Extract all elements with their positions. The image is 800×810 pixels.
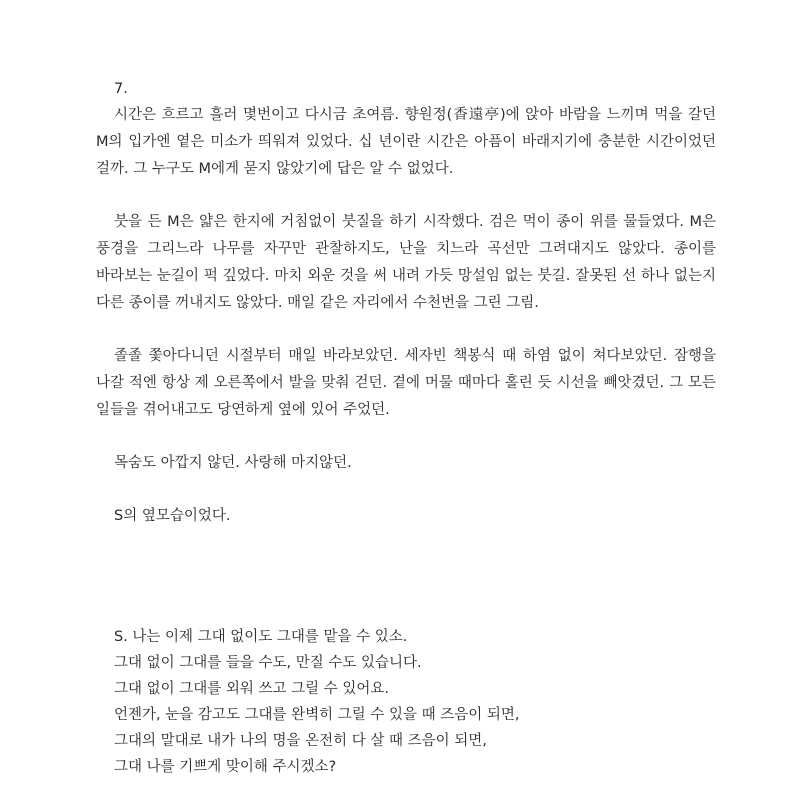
paragraph: 시간은 흐르고 흘러 몇번이고 다시금 초여름. 향원정(香遠亭)에 앉아 바람을 느끼며 먹을 갈던 M의 입가엔 옅은 미소가 띄워져 있었다. 십 년이란 시간은 아픔이 바래지기에 충분한 시간이었던 걸까. 그 누구도 M에게 묻지 않았기에 답은 알 수 없었다. — [96, 107, 716, 177]
poem-line: 그대 없이 그대를 들을 수도, 만질 수도 있습니다. — [114, 655, 422, 671]
poem-line: S. 나는 이제 그대 없이도 그대를 맡을 수 있소. — [114, 629, 408, 645]
poem-line: 그대 나를 기쁘게 맞이해 주시겠소? — [114, 759, 337, 775]
paragraph: 목숨도 아깝지 않던. 사랑해 마지않던. — [114, 455, 352, 471]
poem-line: 언젠가, 눈을 감고도 그대를 완벽히 그릴 수 있을 때 즈음이 되면, — [114, 707, 520, 723]
poem-block — [114, 624, 714, 780]
article-body — [96, 76, 716, 530]
poem-line: 그대의 말대로 내가 나의 명을 온전히 다 살 때 즈음이 되면, — [114, 733, 487, 749]
paragraph: S의 옆모습이었다. — [114, 508, 231, 524]
paragraph: 붓을 든 M은 얇은 한지에 거침없이 붓질을 하기 시작했다. 검은 먹이 종이 위를 물들였다. M은 풍경을 그리느라 나무를 자꾸만 관찰하지도, 난을 치느라 곡선만 그려대지도 않았다. 종이를 바라보는 눈길이 퍽 깊었다. 마치 외운 것을 써 내려 가듯 망설임 없는 붓길. 잘못된 선 하나 없는지 다른 종이를 꺼내지도 않았다. 매일 같은 자리에서 수천번을 그린 그림. — [96, 214, 716, 311]
paragraph: 졸졸 쫓아다니던 시절부터 매일 바라보았던. 세자빈 책봉식 때 하염 없이 쳐다보았던. 잠행을 나갈 적엔 항상 제 오른쪽에서 발을 맞춰 걷던. 곁에 머물 때마다 홀린 듯 시선을 빼앗겼던. 그 모든 일들을 겪어내고도 당연하게 옆에 있어 주었던. — [96, 348, 716, 418]
chapter-number: 7. — [114, 81, 128, 97]
poem-line: 그대 없이 그대를 외워 쓰고 그릴 수 있어요. — [114, 681, 389, 697]
